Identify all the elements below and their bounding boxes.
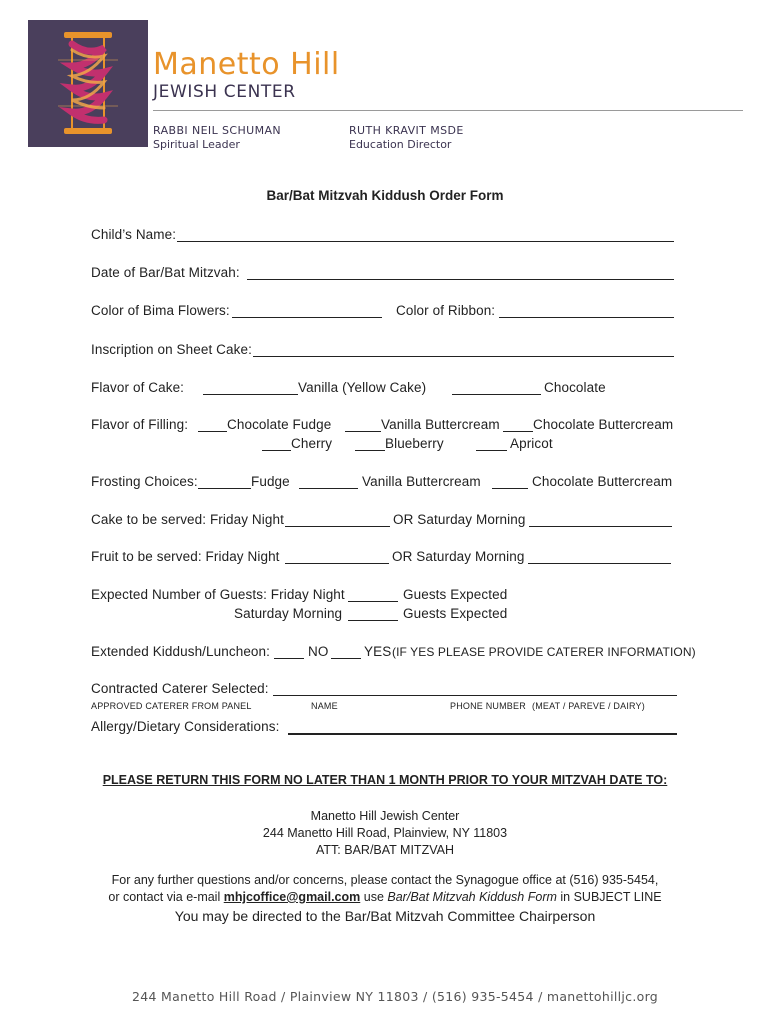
manetto-hill-logo: [28, 20, 148, 147]
org-subtitle: JEWISH CENTER: [153, 82, 296, 102]
bima-flowers-field[interactable]: [232, 317, 382, 318]
caterer-type-caption: (MEAT / PAREVE / DAIRY): [532, 701, 645, 711]
extended-no-option: NO: [308, 644, 329, 659]
fruit-saturday-field[interactable]: [528, 563, 671, 564]
director-name: RUTH KRAVIT MSDE: [349, 124, 464, 137]
frosting-fudge-blank[interactable]: [198, 488, 251, 489]
frosting-fudge-option: Fudge: [251, 474, 290, 489]
filling-flavor-label: Flavor of Filling:: [91, 417, 189, 432]
extended-yes-note: (IF YES PLEASE PROVIDE CATERER INFORMATION): [392, 645, 696, 659]
extended-yes-option: YES: [364, 644, 392, 659]
filling-blueberry-blank[interactable]: [355, 450, 385, 451]
fruit-friday-field[interactable]: [285, 563, 389, 564]
director-title: Education Director: [349, 138, 452, 151]
caterer-label: Contracted Caterer Selected:: [91, 681, 269, 696]
frosting-vanilla-bc-option: Vanilla Buttercream: [362, 474, 481, 489]
form-title: Bar/Bat Mitzvah Kiddush Order Form: [266, 188, 504, 203]
questions-subject-text: in SUBJECT LINE: [560, 890, 662, 904]
caterer-name-caption: NAME: [311, 701, 338, 711]
guests-saturday-suffix: Guests Expected: [403, 606, 508, 621]
caterer-panel-caption: APPROVED CATERER FROM PANEL: [91, 701, 252, 711]
subject-form-name: Bar/Bat Mitzvah Kiddush Form: [387, 890, 557, 904]
filling-blueberry-option: Blueberry: [385, 436, 444, 451]
caterer-field[interactable]: [273, 695, 677, 696]
cake-chocolate-blank[interactable]: [452, 394, 541, 395]
header-divider: [153, 110, 743, 111]
return-address-line-2: 244 Manetto Hill Road, Plainview, NY 11803: [262, 826, 508, 840]
rabbi-title: Spiritual Leader: [153, 138, 240, 151]
filling-choc-fudge-blank[interactable]: [198, 431, 227, 432]
fruit-served-label: Fruit to be served: Friday Night: [91, 549, 280, 564]
filling-choc-bc-option: Chocolate Buttercream: [533, 417, 674, 432]
return-address-line-3: ATT: BAR/BAT MITZVAH: [316, 843, 454, 857]
return-heading: PLEASE RETURN THIS FORM NO LATER THAN 1 MONTH PRIOR TO YOUR MITZVAH DATE TO:: [102, 773, 668, 787]
questions-line-2: [0, 890, 770, 904]
filling-choc-fudge-option: Chocolate Fudge: [227, 417, 332, 432]
org-name: Manetto Hill: [153, 47, 340, 82]
date-label: Date of Bar/Bat Mitzvah:: [91, 265, 240, 280]
committee-note: You may be directed to the Bar/Bat Mitzvah Committee Chairperson: [174, 908, 596, 924]
inscription-field[interactable]: [253, 356, 674, 357]
frosting-choc-bc-blank[interactable]: [492, 488, 528, 489]
cake-chocolate-option: Chocolate: [544, 380, 606, 395]
cake-friday-field[interactable]: [285, 526, 390, 527]
cake-vanilla-blank[interactable]: [203, 394, 298, 395]
guests-friday-label: Expected Number of Guests: Friday Night: [91, 587, 345, 602]
allergy-field[interactable]: [288, 733, 677, 735]
filling-choc-bc-blank[interactable]: [503, 431, 533, 432]
childs-name-field[interactable]: [177, 241, 674, 242]
guests-friday-suffix: Guests Expected: [403, 587, 508, 602]
footer-address: 244 Manetto Hill Road / Plainview NY 11803 / (516) 935-5454 / manettohilljc.org: [132, 989, 659, 1004]
frosting-vanilla-bc-blank[interactable]: [299, 488, 358, 489]
childs-name-label: Child’s Name:: [91, 227, 177, 242]
cake-saturday-label: OR Saturday Morning: [393, 512, 526, 527]
torah-scroll-logo-icon: [28, 20, 148, 147]
email-link[interactable]: mhjcoffice@gmail.com: [223, 890, 361, 904]
bima-flowers-label: Color of Bima Flowers:: [91, 303, 230, 318]
cake-served-label: Cake to be served: Friday Night: [91, 512, 284, 527]
ribbon-label: Color of Ribbon:: [396, 303, 496, 318]
ribbon-field[interactable]: [499, 317, 674, 318]
filling-vanilla-bc-blank[interactable]: [345, 431, 381, 432]
inscription-label: Inscription on Sheet Cake:: [91, 342, 252, 357]
extended-no-blank[interactable]: [274, 658, 304, 659]
date-field[interactable]: [247, 279, 674, 280]
caterer-phone-caption: PHONE NUMBER: [450, 701, 526, 711]
frosting-choc-bc-option: Chocolate Buttercream: [532, 474, 673, 489]
rabbi-block: [153, 124, 281, 151]
fruit-saturday-label: OR Saturday Morning: [392, 549, 525, 564]
allergy-label: Allergy/Dietary Considerations:: [91, 719, 280, 734]
questions-contact-text: or contact via e-mail: [108, 890, 221, 904]
cake-saturday-field[interactable]: [529, 526, 672, 527]
guests-saturday-field[interactable]: [348, 620, 398, 621]
filling-apricot-option: Apricot: [510, 436, 553, 451]
director-block: [349, 124, 464, 151]
filling-vanilla-bc-option: Vanilla Buttercream: [381, 417, 500, 432]
filling-apricot-blank[interactable]: [476, 450, 507, 451]
cake-vanilla-option: Vanilla (Yellow Cake): [298, 380, 427, 395]
questions-line-1: For any further questions and/or concerns, please contact the Synagogue office at (516) 935-5454,: [111, 873, 659, 887]
frosting-label: Frosting Choices:: [91, 474, 198, 489]
extended-yes-blank[interactable]: [331, 658, 361, 659]
extended-kiddush-label: Extended Kiddush/Luncheon:: [91, 644, 270, 659]
guests-saturday-label: Saturday Morning: [234, 606, 343, 621]
filling-cherry-option: Cherry: [291, 436, 333, 451]
guests-friday-field[interactable]: [348, 601, 398, 602]
questions-use-text: use: [363, 890, 384, 904]
filling-cherry-blank[interactable]: [262, 450, 291, 451]
rabbi-name: RABBI NEIL SCHUMAN: [153, 124, 282, 137]
cake-flavor-label: Flavor of Cake:: [91, 380, 185, 395]
return-address-line-1: Manetto Hill Jewish Center: [310, 809, 460, 823]
